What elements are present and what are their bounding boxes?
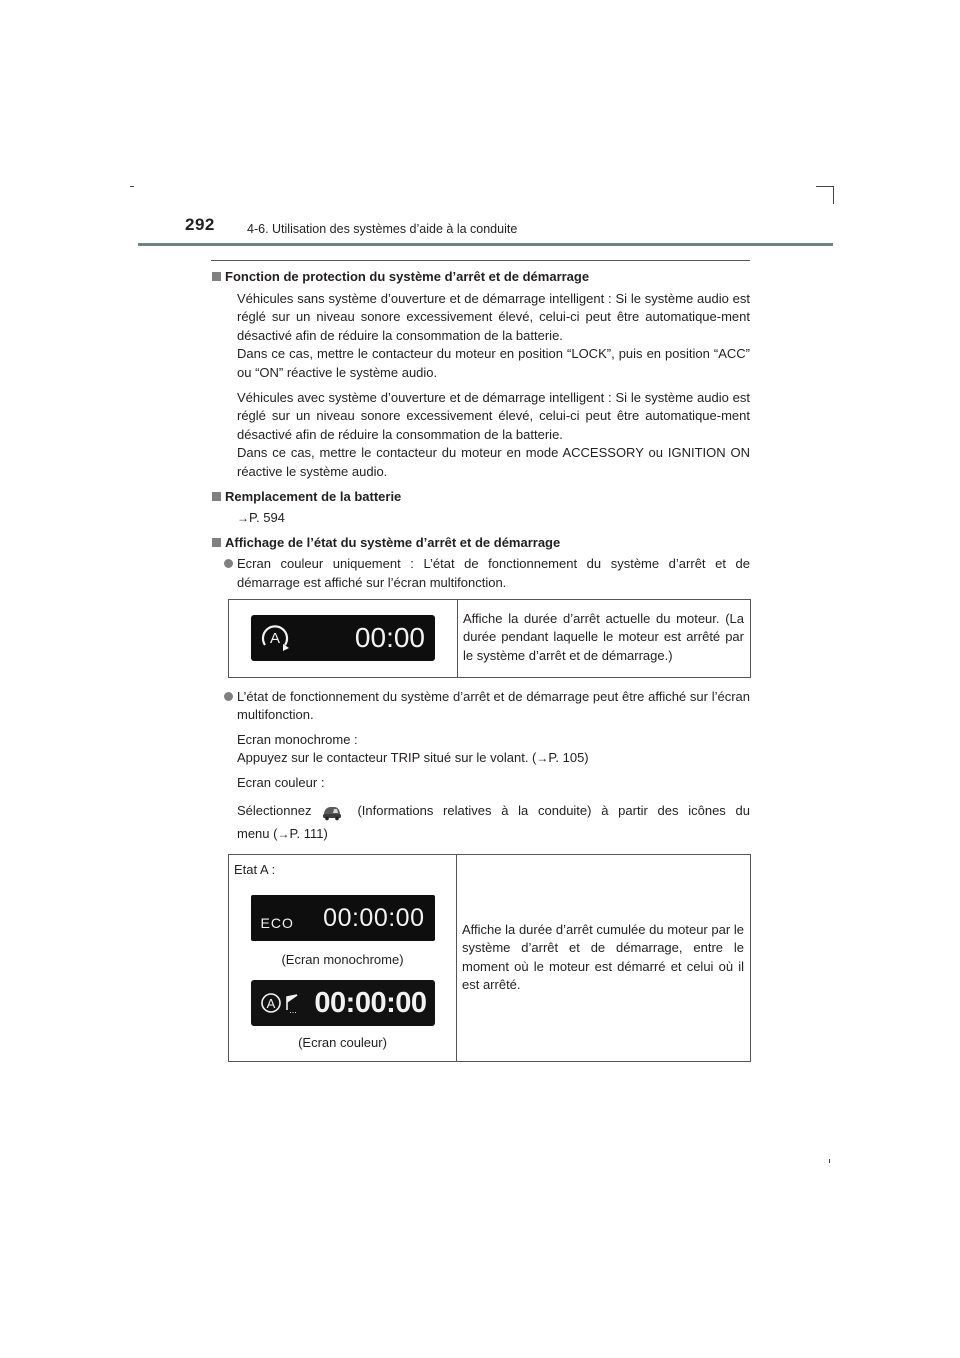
stop-time-readout: 00:00 [354, 621, 425, 653]
display-table-1 [228, 599, 751, 678]
round-bullet-icon [224, 692, 233, 701]
square-bullet-icon [212, 538, 221, 547]
section-heading: Affichage de l’état du système d’arrêt et de démarrage [211, 534, 750, 553]
state-label: Etat A : [234, 861, 276, 877]
arrow-icon: → [277, 827, 290, 842]
paragraph: Ecran couleur : [237, 774, 325, 790]
mono-time-readout: 00:00:00 [323, 903, 425, 932]
arrow-icon: → [536, 751, 549, 766]
square-bullet-icon [212, 492, 221, 501]
color-screen [251, 980, 435, 1026]
driving-info-icon [321, 803, 343, 821]
header-rule [138, 243, 833, 246]
round-bullet-icon [224, 559, 233, 568]
chapter-title: 4-6. Utilisation des systèmes d’aide à la conduite [247, 222, 518, 236]
paragraph: Ecran monochrome : Appuyez sur le contacteur TRIP situé sur le volant. (→P. 105) [237, 731, 589, 766]
table-description: Affiche la durée d’arrêt cumulée du moteur par le système d’arrêt et de démarrage, entre le moment où le moteur est démarré et celui où il est arrêté. [462, 921, 744, 993]
paragraph: Véhicules sans système d’ouverture et de démarrage intelligent : Si le système audio est réglé sur un niveau sonore excessivement élevé, celui-ci peut être automatique-ment désactivé afin de réduire la consommation de la batterie. Dans ce cas, mettre le contacteur du moteur en position “LOCK”, puis en position “ACC” ou “ON” réactive le système audio. [237, 290, 750, 380]
page-reference[interactable]: →P. 594 [237, 510, 285, 526]
section-rule [211, 260, 750, 261]
bullet-item: Ecran couleur uniquement : L’état de fonctionnement du système d’arrêt et de démarrage est affiché sur l’écran multifonction. [224, 555, 750, 592]
color-time-readout: 00:00:00 [314, 986, 427, 1019]
table-description: Affiche la durée d’arrêt actuelle du moteur. (La durée pendant laquelle le moteur est arrêté par le système d’arrêt et de démarrage.) [463, 610, 744, 663]
svg-text:A: A [266, 995, 275, 1011]
arrow-icon: → [237, 511, 249, 526]
display-table-2 [228, 854, 751, 1062]
square-bullet-icon [212, 272, 221, 281]
table-image-cell [229, 855, 457, 1061]
image-caption: (Ecran couleur) [298, 1034, 387, 1050]
bullet-item: L’état de fonctionnement du système d’arrêt et de démarrage peut être affiché sur l’écran multifonction. [224, 688, 750, 725]
page-content [211, 268, 750, 1072]
section-heading: Fonction de protection du système d’arrêt et de démarrage [211, 268, 750, 287]
svg-text:A: A [269, 630, 281, 647]
monochrome-screen [251, 895, 435, 941]
section-heading: Remplacement de la batterie [211, 488, 750, 507]
eco-indicator: ECO [260, 914, 294, 931]
crop-mark [829, 1159, 830, 1163]
stop-start-a-icon [259, 988, 303, 1018]
page-number: 292 [185, 215, 215, 234]
crop-mark [130, 186, 134, 187]
crop-mark [833, 186, 834, 204]
crop-mark [816, 186, 834, 187]
table-image-cell [229, 600, 458, 677]
stop-start-a-icon [259, 623, 293, 653]
select-instruction: Sélectionnez (Informations relatives à la conduite) à partir des icônes du [237, 802, 750, 821]
image-caption: (Ecran monochrome) [281, 952, 404, 968]
paragraph: Véhicules avec système d’ouverture et de démarrage intelligent : Si le système audio est réglé sur un niveau sonore excessivement élevé, celui-ci peut être automatique-ment désactivé afin de réduire la consommation de la batterie. Dans ce cas, mettre le contacteur du moteur en mode ACCESSORY ou IGNITION ON réactive le système audio. [237, 389, 750, 479]
multi-display-screen [251, 615, 435, 661]
svg-text:...: ... [288, 1004, 297, 1015]
page-reference[interactable]: menu (→P. 111) [237, 826, 328, 842]
